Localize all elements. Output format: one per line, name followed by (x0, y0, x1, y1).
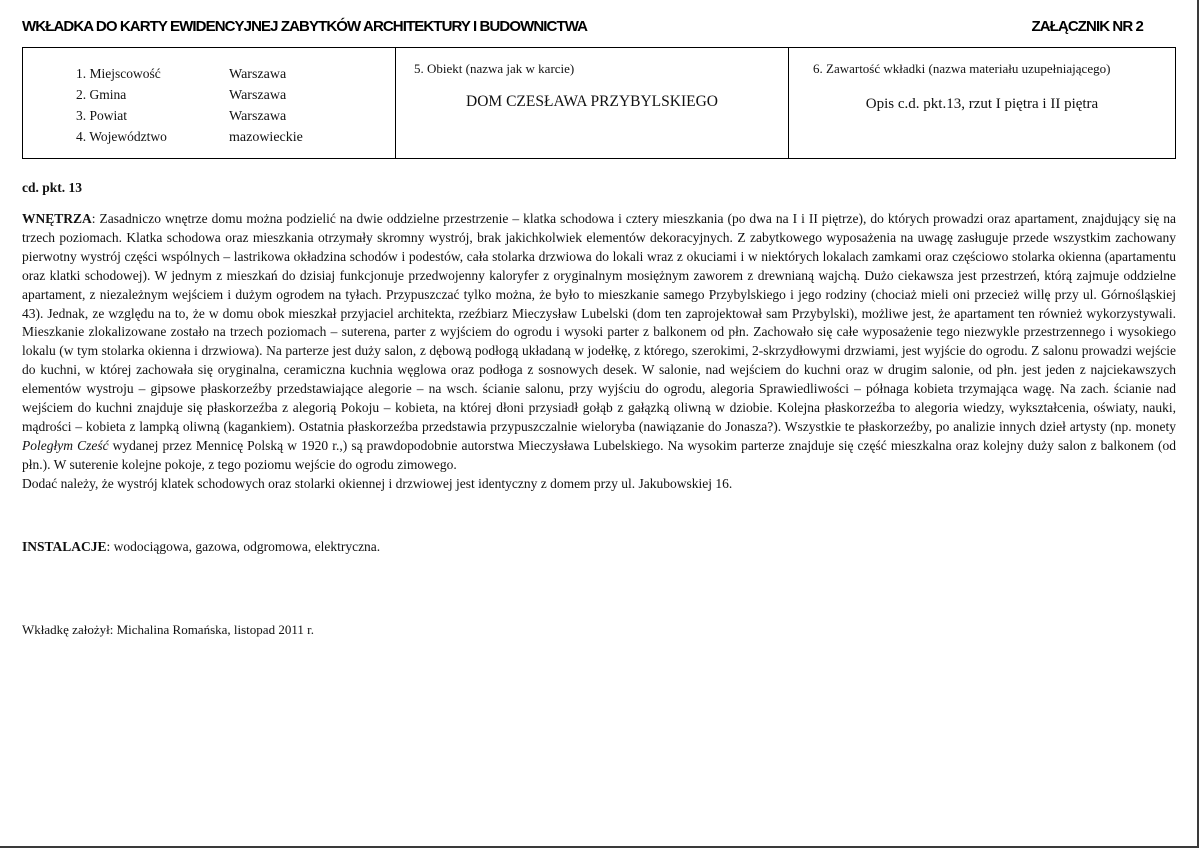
coin-title: Poległym Cześć (22, 437, 109, 453)
insert-content-cell (789, 48, 1175, 158)
note-paragraph: Dodać należy, że wystrój klatek schodowych oraz stolarki okiennej i drzwiowej jest identyczny z domem przy ul. Jakubowskiej 16. (22, 475, 733, 491)
location-row-county (76, 108, 286, 125)
location-row-commune (76, 87, 286, 104)
location-value: Warszawa (229, 109, 287, 124)
interiors-label: WNĘTRZA (22, 211, 92, 226)
location-value: Warszawa (229, 67, 287, 82)
insert-content-value: Opis c.d. pkt.13, rzut I piętra i II piętra (865, 96, 1099, 112)
location-cell (23, 48, 396, 158)
interiors-paragraph (22, 210, 1176, 475)
installations-label: INSTALACJE (22, 539, 107, 554)
section-heading: cd. pkt. 13 (22, 180, 83, 195)
insert-content-label: 6. Zawartość wkładki (nazwa materiału uzupełniającego) (813, 61, 1111, 76)
document-title: WKŁADKA DO KARTY EWIDENCYJNEJ ZABYTKÓW ARCHITEKTURY I BUDOWNICTWA (22, 18, 588, 35)
installations-line (22, 539, 380, 555)
location-row-town (76, 66, 286, 83)
object-label: 5. Obiekt (nazwa jak w karcie) (414, 61, 575, 76)
interiors-text: : Zasadniczo wnętrze domu można podzielić na dwie oddzielne przestrzenie – klatka schodowa i cztery mieszkania (po dwa na I i II piętrze), do których prowadzi oraz apartament, znajdujący się na trzech poziomach. Klatka schodowa oraz mieszkania otrzymały skromny wystrój, brak jakichkolwiek elementów dekoracyjnych. Z zabytkowego wyposażenia na uwagę zasługuje przede wszystkim zachowany pierwotny wystrój części wspólnych – lastrikowa okładzina schodów i podestów, cała stolarka drzwiowa do lokali wraz z okuciami i w niektórych lokalach zamkami oraz częściowo stolarka okienna (apartamentu oraz klatki schodowej). W jednym z mieszkań do dzisiaj funkcjonuje przedwojenny kaloryfer z oryginalnym mosiężnym zaworem z drewnianą wajchą. Dużo ciekawsza jest przestrzeń, którą zajmuje oddzielne apartament, z niezależnym wejściem i dużym ogrodem na tyłach. Przypuszczać tylko można, że było to mieszkanie samego Przybylskiego i jego rodziny (chociaż mieli oni przecież willę przy ul. Górnośląskiej 43). Jednak, ze względu na to, że w domu obok mieszkał przyjaciel architekta, rzeźbiarz Mieczysław Lubelski (dom ten zaprojektował sam Przybylski), możliwe jest, że apartament ten również wykorzystywali. Mieszkanie zlokalizowane zostało na trzech poziomach – suterena, parter z wyjściem do ogrodu i wysoki parter z balkonem od płn. Zachowało się całe wyposażenie tego niezwykle przestrzennego i wysokiego lokalu (w tym stolarka okienna i drzwiowa). Na parterze jest duży salon, z dębową podłogą układaną w jodełkę, z którego, szerokimi, 2-skrzydłowymi drzwiami, jest wyjście do ogrodu. Z salonu prowadzi wejście do kuchni, w której zachowała się oryginalna, ceramiczna kuchnia węglowa oraz podłoga z sosnowych desek. W salonie, nad wejściem do kuchni oraz w drugim salonie, od płn. jest jeden z najciekawszych elementów wystroju – gipsowe płaskorzeźby przedstawiające alegorie – na wsch. ścianie salonu, przy wyjściu do ogrodu, alegoria Sprawiedliwości – półnaga kobieta trzymająca wagę. Na zach. ścianie nad wejściem do kuchni znajduje się płaskorzeźba z alegorią Pokoju – kobieta, na której dłoni przysiadł gołąb z gałązką oliwną w dziobie. Kolejna płaskorzeźba to alegoria wiedzy, wykształcenia, oświaty, nauki, mądrości – kobieta z lampką oliwną (kagankiem). Ostatnia płaskorzeźba przedstawia przypuszczalnie wieloryba (nawiązanie do Jonasza?). Wszystkie te płaskorzeźby, po analizie innych dzieł artysty (np. monety (22, 211, 1176, 434)
object-cell (396, 48, 789, 158)
location-label: 2. Gmina (76, 87, 127, 102)
object-name: DOM CZESŁAWA PRZYBYLSKIEGO (466, 93, 718, 110)
location-value: mazowieckie (229, 130, 303, 145)
location-row-voivodeship (76, 129, 303, 146)
author-line: Wkładkę założył: Michalina Romańska, listopad 2011 r. (22, 622, 314, 637)
annex-number: ZAŁĄCZNIK NR 2 (1031, 18, 1143, 35)
location-label: 1. Miejscowość (76, 66, 161, 81)
interiors-text-end: wydanej przez Mennicę Polską w 1920 r.,) są prawdopodobnie autorstwa Mieczysława Lubelskiego. Na wysokim parterze znajduje się część mieszkalna oraz kolejny duży salon z balkonem (od płn.). W suterenie kolejne pokoje, z tego poziomu wejście do ogrodu zimowego. (22, 437, 1176, 472)
location-value: Warszawa (229, 88, 287, 103)
description-body (22, 210, 1176, 494)
installations-text: : wodociągowa, gazowa, odgromowa, elektryczna. (106, 539, 381, 554)
info-table (22, 47, 1176, 159)
location-label: 3. Powiat (76, 108, 128, 123)
location-label: 4. Województwo (76, 129, 167, 144)
